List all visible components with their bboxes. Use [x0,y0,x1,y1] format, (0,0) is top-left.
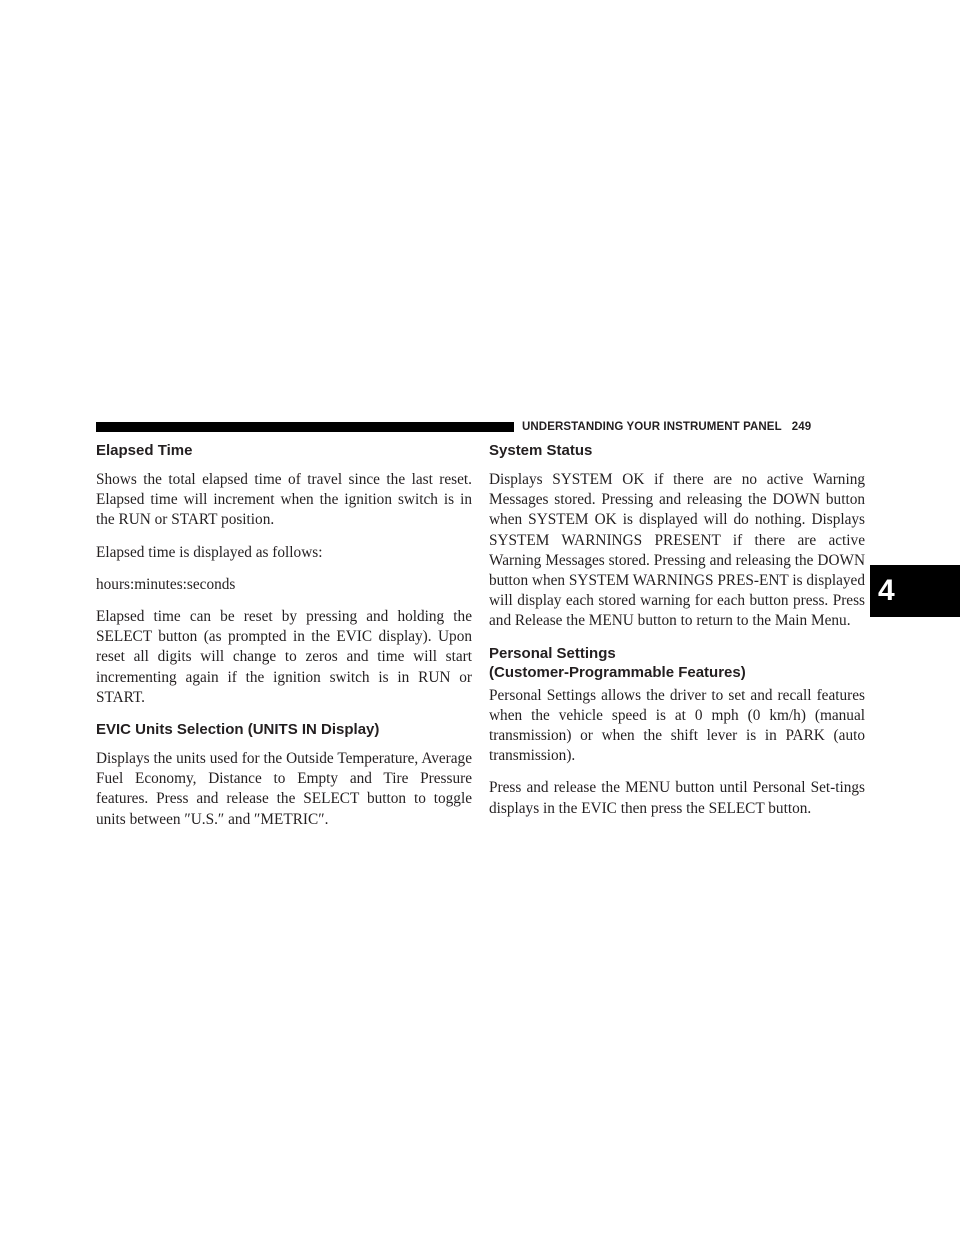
elapsed-time-format: hours:minutes:seconds [96,575,236,593]
right-column [489,441,865,831]
personal-settings-heading-line-2: (Customer-Programmable Features) [489,663,746,681]
page-number: 249 [791,421,812,433]
personal-settings-heading [489,644,865,682]
system-status-heading: System Status [489,442,593,459]
running-header [522,420,811,434]
personal-settings-paragraph-2: Press and release the MENU button until Personal Set-tings displays in the EVIC then press the SELECT button. [489,779,865,817]
elapsed-time-paragraph-2: Elapsed time is displayed as follows: [96,543,323,561]
units-selection-paragraph: Displays the units used for the Outside Temperature, Average Fuel Economy, Distance to Empty and Tire Pressure features. Press and release the SELECT button to toggle units between ″U.S.″ and ″METRIC″. [96,750,472,828]
elapsed-time-paragraph-1: Shows the total elapsed time of travel since the last reset. Elapsed time will increment when the ignition switch is in the RUN or START position. [96,471,472,529]
header-rule [96,422,514,432]
left-column [96,441,472,842]
system-status-paragraph: Displays SYSTEM OK if there are no active Warning Messages stored. Pressing and releasing the DOWN button when SYSTEM OK is displayed will do nothing. Displays SYSTEM WARNINGS PRESENT if there are active Warning Messages stored. Pressing and releasing the DOWN button when SYSTEM WARNINGS PRES-ENT is displayed will display each stored warning for each button press. Press and Release the MENU button to return to the Main Menu. [489,471,865,630]
personal-settings-paragraph-1: Personal Settings allows the driver to set and recall features when the vehicle speed is at 0 mph (0 km/h) (manual transmission) or when the shift lever is in PARK (auto transmission). [489,686,865,765]
units-selection-heading: EVIC Units Selection (UNITS IN Display) [96,721,380,739]
elapsed-time-heading: Elapsed Time [96,442,193,459]
chapter-tab: 4 [870,565,960,617]
elapsed-time-paragraph-4: Elapsed time can be reset by pressing and holding the SELECT button (as prompted in the EVIC display). Upon reset all digits will change to zeros and time will start incrementing again if the ignition switch is in RUN or START. [96,608,472,706]
personal-settings-heading-line-1: Personal Settings [489,644,616,662]
section-title: UNDERSTANDING YOUR INSTRUMENT PANEL [522,421,782,433]
